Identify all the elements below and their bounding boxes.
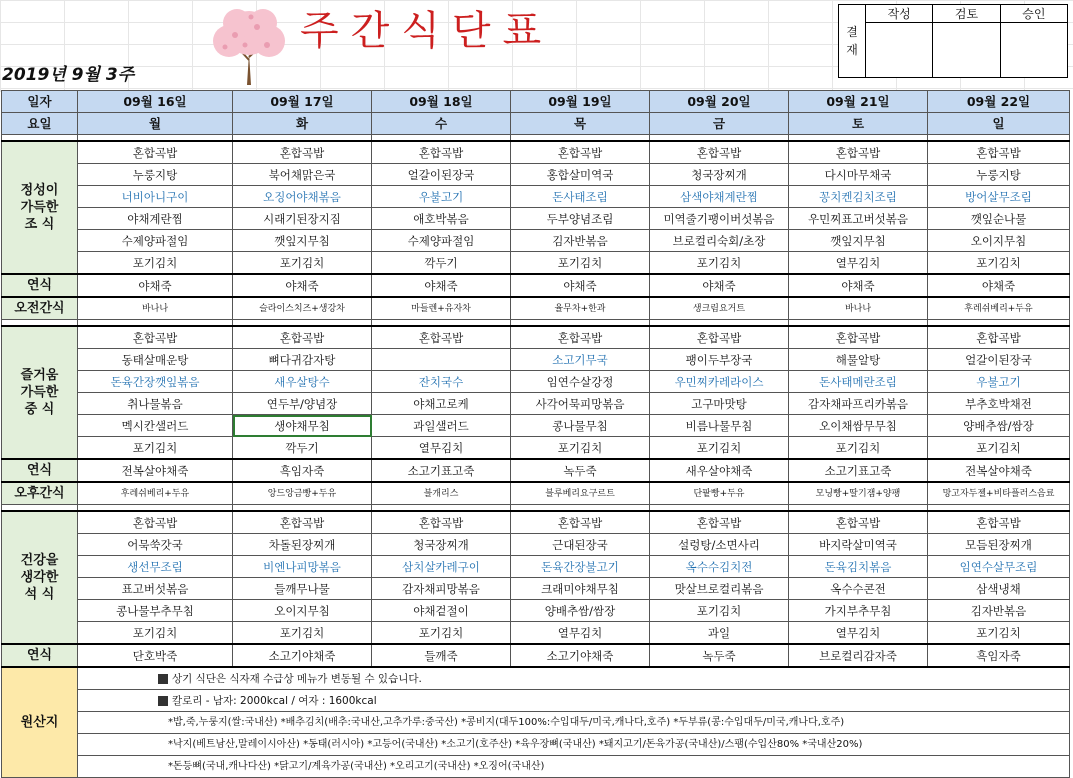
lunch-menu-item[interactable]: 잔치국수 [372, 371, 511, 393]
morning_snack-item[interactable]: 마들렌+유자차 [372, 297, 511, 320]
date-cell: 09월 20일 [650, 91, 789, 113]
breakfast-menu-item[interactable]: 애호박볶음 [372, 208, 511, 230]
dinner-menu-item[interactable]: 혼합곡밥 [928, 511, 1070, 534]
dinner-menu-item[interactable]: 가지부추무침 [789, 600, 928, 622]
dinner-menu-item[interactable]: 오이지무침 [233, 600, 372, 622]
lunch-menu-item[interactable]: 돈사태메란조림 [789, 371, 928, 393]
dinner-menu-item[interactable]: 어묵쑥갓국 [78, 534, 233, 556]
lunch-menu-item[interactable]: 고구마맛탕 [650, 393, 789, 415]
breakfast-menu-item[interactable]: 돈사태조림 [511, 186, 650, 208]
dinner-row [2, 556, 1070, 578]
breakfast-row [2, 186, 1070, 208]
lunch-menu-item[interactable]: 포기김치 [511, 437, 650, 460]
weekday-cell: 금 [650, 113, 789, 135]
breakfast-menu-item[interactable]: 깻잎지무침 [233, 230, 372, 252]
dinner-menu-item[interactable]: 혼합곡밥 [372, 511, 511, 534]
dinner-menu-item[interactable]: 과일 [650, 622, 789, 645]
lunch-menu-item[interactable]: 얼갈이된장국 [928, 349, 1070, 371]
lunch-menu-item[interactable]: 콩나물무침 [511, 415, 650, 437]
breakfast-menu-item[interactable]: 우민찌표고버섯볶음 [789, 208, 928, 230]
lunch-menu-item[interactable]: 연두부/양념장 [233, 393, 372, 415]
lunch-menu-item[interactable]: 감자채파프리카볶음 [789, 393, 928, 415]
breakfast-menu-item[interactable]: 혼합곡밥 [78, 141, 233, 164]
lunch-menu-item[interactable]: 혼합곡밥 [233, 326, 372, 349]
lunch-menu-item[interactable]: 우민찌카레라이스 [650, 371, 789, 393]
breakfast-menu-item[interactable]: 우불고기 [372, 186, 511, 208]
morning_snack-item[interactable]: 바나나 [789, 297, 928, 320]
breakfast-menu-item[interactable]: 누룽지탕 [928, 164, 1070, 186]
bullet-square-icon [158, 674, 168, 684]
weekly-menu-table [1, 90, 1070, 778]
lunch-row [2, 415, 1070, 437]
breakfast-menu-item[interactable]: 두부양념조림 [511, 208, 650, 230]
breakfast-menu-item[interactable]: 포기김치 [650, 252, 789, 275]
breakfast-row [2, 230, 1070, 252]
lunch-label: 즐거움 가득한 중 식 [2, 326, 78, 459]
lunch-menu-item[interactable]: 깍두기 [233, 437, 372, 460]
lunch-menu-item[interactable]: 동태살매운탕 [78, 349, 233, 371]
dinner-menu-item[interactable]: 들깨무나물 [233, 578, 372, 600]
origin-note-text: 칼로리 - 남자: 2000kcal / 여자 : 1600kcal [172, 694, 377, 707]
morning_snack-item[interactable]: 바나나 [78, 297, 233, 320]
origin-note-text: *낙지(베트남산,말레이시아산) *동태(러시아) *고등어(국내산) *소고기(호주산) *육우장뼈(국내산) *돼지고기/돈육가공(국내산)/스팸(수입산80% *국내산20%) [168, 738, 863, 750]
dinner-menu-item[interactable]: 포기김치 [233, 622, 372, 645]
origin-note-text: *밥,죽,누룽지(쌀:국내산) *배추김치(배추:국내산,고추가루:중국산) *콩비지(대두100%:수입대두/미국,캐나다,호주) *두부류(콩:수입대두/미국,캐나다,호주) [168, 716, 845, 728]
breakfast-menu-item[interactable]: 포기김치 [233, 252, 372, 275]
afternoon_snack-label: 오후간식 [2, 482, 78, 505]
lunch-menu-item[interactable]: 혼합곡밥 [789, 326, 928, 349]
dinner_porridge-item[interactable]: 브로컬리감자죽 [789, 644, 928, 667]
afternoon_snack-item[interactable]: 단팥빵+두유 [650, 482, 789, 505]
dinner-row [2, 622, 1070, 645]
dinner-menu-item[interactable]: 삼치살카레구이 [372, 556, 511, 578]
breakfast-menu-item[interactable]: 수제양파절임 [78, 230, 233, 252]
dinner-menu-item[interactable]: 포기김치 [78, 622, 233, 645]
origin-label: 원산지 [2, 667, 78, 778]
lunch-menu-item[interactable]: 혼합곡밥 [511, 326, 650, 349]
breakfast-menu-item[interactable]: 북어채맑은국 [233, 164, 372, 186]
dinner-menu-item[interactable]: 야채겉절이 [372, 600, 511, 622]
dinner-menu-item[interactable]: 근대된장국 [511, 534, 650, 556]
approval-col-review: 검토 [933, 5, 1000, 23]
breakfast-menu-item[interactable]: 수제양파절임 [372, 230, 511, 252]
breakfast_porridge-item[interactable]: 야채죽 [928, 274, 1070, 297]
dinner-menu-item[interactable]: 양배추쌈/쌈장 [511, 600, 650, 622]
weekday-header-label: 요일 [2, 113, 78, 135]
date-row [2, 91, 1070, 113]
origin-note-cell [78, 756, 1070, 778]
origin-row [2, 667, 1070, 690]
date-cell: 09월 21일 [789, 91, 928, 113]
breakfast_porridge-item[interactable]: 야채죽 [511, 274, 650, 297]
page-title: 주간식단표 [300, 8, 554, 54]
date-header-label: 일자 [2, 91, 78, 113]
dinner-menu-item[interactable]: 혼합곡밥 [78, 511, 233, 534]
dinner-menu-item[interactable]: 표고버섯볶음 [78, 578, 233, 600]
lunch-menu-item[interactable]: 뼈다귀감자탕 [233, 349, 372, 371]
morning_snack-item[interactable]: 생크림요거트 [650, 297, 789, 320]
afternoon_snack-item[interactable]: 블개리스 [372, 482, 511, 505]
breakfast-row [2, 208, 1070, 230]
approval-sign-approve[interactable] [1000, 23, 1067, 78]
morning_snack-row [2, 297, 1070, 320]
morning_snack-item[interactable]: 율무차+한과 [511, 297, 650, 320]
dinner-menu-item[interactable]: 감자채피망볶음 [372, 578, 511, 600]
date-cell: 09월 17일 [233, 91, 372, 113]
dinner-menu-item[interactable]: 차돌된장찌개 [233, 534, 372, 556]
lunch_porridge-item[interactable]: 소고기표고죽 [789, 459, 928, 482]
dinner-row [2, 578, 1070, 600]
lunch-menu-item[interactable]: 팽이두부장국 [650, 349, 789, 371]
breakfast-menu-item[interactable]: 오징어야채볶음 [233, 186, 372, 208]
lunch-menu-item[interactable]: 혼합곡밥 [78, 326, 233, 349]
breakfast_porridge-item[interactable]: 야채죽 [233, 274, 372, 297]
dinner-menu-item[interactable]: 혼합곡밥 [511, 511, 650, 534]
dinner-menu-item[interactable]: 모듬된장찌개 [928, 534, 1070, 556]
cherry-blossom-tree-icon [205, 5, 293, 87]
afternoon_snack-item[interactable]: 망고자두젤+비타플러스음료 [928, 482, 1070, 505]
lunch-menu-item[interactable]: 돈육간장깻잎볶음 [78, 371, 233, 393]
dinner-menu-item[interactable]: 혼합곡밥 [650, 511, 789, 534]
lunch-menu-item[interactable]: 포기김치 [650, 437, 789, 460]
origin-row [2, 712, 1070, 734]
origin-note-cell [78, 690, 1070, 712]
lunch-menu-item[interactable]: 포기김치 [928, 437, 1070, 460]
breakfast-row [2, 141, 1070, 164]
breakfast_porridge-item[interactable]: 야채죽 [789, 274, 928, 297]
dinner-menu-item[interactable]: 옥수수김치전 [650, 556, 789, 578]
approval-label-text: 결재 [846, 25, 858, 57]
dinner-menu-item[interactable]: 임연수살무조림 [928, 556, 1070, 578]
date-cell: 09월 16일 [78, 91, 233, 113]
breakfast_porridge-item[interactable]: 야채죽 [78, 274, 233, 297]
breakfast-menu-item[interactable]: 브로컬리숙회/초장 [650, 230, 789, 252]
lunch-row [2, 371, 1070, 393]
dinner-menu-item[interactable]: 혼합곡밥 [789, 511, 928, 534]
weekday-cell: 수 [372, 113, 511, 135]
breakfast-menu-item[interactable]: 홍합살미역국 [511, 164, 650, 186]
origin-row [2, 756, 1070, 778]
lunch-menu-item[interactable]: 부추호박채전 [928, 393, 1070, 415]
breakfast_porridge-label: 연식 [2, 274, 78, 297]
weekday-cell: 화 [233, 113, 372, 135]
origin-note-cell [78, 667, 1070, 690]
date-cell: 09월 19일 [511, 91, 650, 113]
breakfast_porridge-row [2, 274, 1070, 297]
dinner-menu-item[interactable]: 생선무조림 [78, 556, 233, 578]
breakfast-menu-item[interactable]: 다시마무채국 [789, 164, 928, 186]
lunch-menu-item[interactable]: 멕시칸샐러드 [78, 415, 233, 437]
dinner-menu-item[interactable]: 돈육간장불고기 [511, 556, 650, 578]
lunch-menu-item[interactable]: 혼합곡밥 [372, 326, 511, 349]
lunch_porridge-item[interactable]: 흑임자죽 [233, 459, 372, 482]
morning_snack-label: 오전간식 [2, 297, 78, 320]
approval-box [838, 4, 1068, 78]
morning_snack-item[interactable]: 슬라이스치즈+생강차 [233, 297, 372, 320]
lunch-menu-item[interactable]: 우불고기 [928, 371, 1070, 393]
dinner-row [2, 534, 1070, 556]
origin-note-text: *돈등뼈(국내,캐나다산) *닭고기/계육가공(국내산) *오리고기(국내산) *오징어(국내산) [168, 760, 545, 772]
dinner_porridge-item[interactable]: 소고기야채죽 [511, 644, 650, 667]
origin-note-cell [78, 712, 1070, 734]
lunch-menu-item[interactable]: 소고기무국 [511, 349, 650, 371]
breakfast-menu-item[interactable]: 포기김치 [511, 252, 650, 275]
dinner-menu-item[interactable]: 청국장찌개 [372, 534, 511, 556]
lunch-menu-item[interactable]: 열무김치 [372, 437, 511, 460]
breakfast-menu-item[interactable]: 방어살무조림 [928, 186, 1070, 208]
lunch-menu-item[interactable]: 혼합곡밥 [928, 326, 1070, 349]
lunch-menu-item[interactable]: 포기김치 [789, 437, 928, 460]
lunch-menu-item[interactable]: 과일샐러드 [372, 415, 511, 437]
dinner-menu-item[interactable]: 맛살브로컬리볶음 [650, 578, 789, 600]
breakfast-menu-item[interactable]: 꽁치켄김치조림 [789, 186, 928, 208]
lunch-menu-item[interactable]: 사각어묵피망볶음 [511, 393, 650, 415]
dinner_porridge-item[interactable]: 단호박죽 [78, 644, 233, 667]
date-cell: 09월 18일 [372, 91, 511, 113]
breakfast-label: 정성이 가득한 조 식 [2, 141, 78, 274]
dinner-row [2, 511, 1070, 534]
dinner-menu-item[interactable]: 옥수수콘전 [789, 578, 928, 600]
dinner_porridge-item[interactable]: 녹두죽 [650, 644, 789, 667]
dinner-menu-item[interactable]: 돈육김치볶음 [789, 556, 928, 578]
breakfast_porridge-item[interactable]: 야채죽 [372, 274, 511, 297]
lunch-menu-item[interactable]: 임연수살강정 [511, 371, 650, 393]
weekday-cell: 월 [78, 113, 233, 135]
breakfast-menu-item[interactable]: 누룽지탕 [78, 164, 233, 186]
breakfast-menu-item[interactable]: 혼합곡밥 [928, 141, 1070, 164]
dinner-label: 건강을 생각한 석 식 [2, 511, 78, 644]
lunch_porridge-item[interactable]: 전복살야채죽 [928, 459, 1070, 482]
afternoon_snack-item[interactable]: 후레쉬베리+두유 [78, 482, 233, 505]
lunch_porridge-item[interactable]: 새우살야채죽 [650, 459, 789, 482]
afternoon_snack-item[interactable]: 모닝빵+딸기잼+양팽 [789, 482, 928, 505]
lunch-menu-item[interactable]: 해물알탕 [789, 349, 928, 371]
bullet-square-icon [158, 696, 168, 706]
breakfast-menu-item[interactable]: 포기김치 [928, 252, 1070, 275]
dinner-menu-item[interactable]: 설렁탕/소면사리 [650, 534, 789, 556]
breakfast-menu-item[interactable]: 혼합곡밥 [372, 141, 511, 164]
dinner-menu-item[interactable]: 포기김치 [372, 622, 511, 645]
approval-sign-review[interactable] [933, 23, 1000, 78]
dinner_porridge-item[interactable]: 들깨죽 [372, 644, 511, 667]
lunch-row [2, 326, 1070, 349]
dinner_porridge-item[interactable]: 소고기야채죽 [233, 644, 372, 667]
dinner_porridge-row [2, 644, 1070, 667]
lunch-menu-item[interactable]: 야채고로케 [372, 393, 511, 415]
breakfast-menu-item[interactable]: 혼합곡밥 [650, 141, 789, 164]
lunch_porridge-item[interactable]: 전복살야채죽 [78, 459, 233, 482]
lunch-menu-item[interactable]: 새우살탕수 [233, 371, 372, 393]
breakfast-menu-item[interactable]: 깻잎지무침 [789, 230, 928, 252]
breakfast-menu-item[interactable]: 삼색야채계란찜 [650, 186, 789, 208]
weekday-cell: 일 [928, 113, 1070, 135]
weekday-row [2, 113, 1070, 135]
breakfast-menu-item[interactable]: 혼합곡밥 [233, 141, 372, 164]
lunch-row [2, 437, 1070, 460]
dinner-menu-item[interactable]: 혼합곡밥 [233, 511, 372, 534]
breakfast-menu-item[interactable]: 혼합곡밥 [511, 141, 650, 164]
breakfast-menu-item[interactable]: 혼합곡밥 [789, 141, 928, 164]
lunch-menu-item[interactable]: 포기김치 [78, 437, 233, 460]
lunch-row [2, 393, 1070, 415]
approval-col-approve: 승인 [1000, 5, 1067, 23]
dinner-menu-item[interactable]: 포기김치 [650, 600, 789, 622]
dinner-menu-item[interactable]: 바지락살미역국 [789, 534, 928, 556]
breakfast-menu-item[interactable]: 깻잎순나물 [928, 208, 1070, 230]
dinner_porridge-label: 연식 [2, 644, 78, 667]
date-cell: 09월 22일 [928, 91, 1070, 113]
lunch-menu-item[interactable]: 생야채무침 [233, 415, 372, 437]
breakfast-menu-item[interactable]: 너비아니구이 [78, 186, 233, 208]
lunch_porridge-item[interactable]: 녹두죽 [511, 459, 650, 482]
dinner-menu-item[interactable]: 콩나물부추무침 [78, 600, 233, 622]
lunch_porridge-row [2, 459, 1070, 482]
dinner-menu-item[interactable]: 김자반볶음 [928, 600, 1070, 622]
afternoon_snack-item[interactable]: 앙드앙금빵+두유 [233, 482, 372, 505]
origin-row [2, 690, 1070, 712]
breakfast-menu-item[interactable]: 포기김치 [78, 252, 233, 275]
weekday-cell: 목 [511, 113, 650, 135]
breakfast-row [2, 252, 1070, 275]
lunch-menu-item[interactable]: 취나물볶음 [78, 393, 233, 415]
dinner-menu-item[interactable]: 비엔나피망볶음 [233, 556, 372, 578]
origin-note-cell [78, 734, 1070, 756]
lunch-menu-item[interactable]: 혼합곡밥 [650, 326, 789, 349]
dinner-menu-item[interactable]: 포기김치 [928, 622, 1070, 645]
approval-col-write: 작성 [866, 5, 933, 23]
dinner-menu-item[interactable]: 열무김치 [511, 622, 650, 645]
dinner-menu-item[interactable]: 열무김치 [789, 622, 928, 645]
dinner-menu-item[interactable]: 크래미야채무침 [511, 578, 650, 600]
dinner-menu-item[interactable]: 삼색냉채 [928, 578, 1070, 600]
lunch_porridge-item[interactable]: 소고기표고죽 [372, 459, 511, 482]
origin-note-text: 상기 식단은 식자재 수급상 메뉴가 변동될 수 있습니다. [172, 672, 422, 685]
lunch-menu-item[interactable]: 양배추쌈/쌈장 [928, 415, 1070, 437]
breakfast-menu-item[interactable]: 오이지무침 [928, 230, 1070, 252]
weekday-cell: 토 [789, 113, 928, 135]
dinner-row [2, 600, 1070, 622]
morning_snack-item[interactable]: 후레쉬베리+두유 [928, 297, 1070, 320]
breakfast-menu-item[interactable]: 청국장찌개 [650, 164, 789, 186]
approval-sign-write[interactable] [866, 23, 933, 78]
breakfast-menu-item[interactable]: 시래기된장지짐 [233, 208, 372, 230]
lunch-row [2, 349, 1070, 371]
breakfast-menu-item[interactable]: 열무김치 [789, 252, 928, 275]
afternoon_snack-item[interactable]: 블루베리요구르트 [511, 482, 650, 505]
breakfast-menu-item[interactable]: 미역줄기팽이버섯볶음 [650, 208, 789, 230]
breakfast-menu-item[interactable]: 김자반볶음 [511, 230, 650, 252]
lunch-menu-item[interactable]: 비름나물무침 [650, 415, 789, 437]
approval-label [839, 5, 866, 78]
lunch_porridge-label: 연식 [2, 459, 78, 482]
week-label: 2019년 9월 3주 [2, 65, 135, 85]
lunch-menu-item[interactable] [372, 349, 511, 371]
dinner_porridge-item[interactable]: 흑임자죽 [928, 644, 1070, 667]
breakfast-menu-item[interactable]: 야채계란찜 [78, 208, 233, 230]
breakfast-menu-item[interactable]: 깍두기 [372, 252, 511, 275]
breakfast_porridge-item[interactable]: 야채죽 [650, 274, 789, 297]
afternoon_snack-row [2, 482, 1070, 505]
breakfast-menu-item[interactable]: 얼갈이된장국 [372, 164, 511, 186]
lunch-menu-item[interactable]: 오이채쌈무무침 [789, 415, 928, 437]
breakfast-row [2, 164, 1070, 186]
origin-row [2, 734, 1070, 756]
